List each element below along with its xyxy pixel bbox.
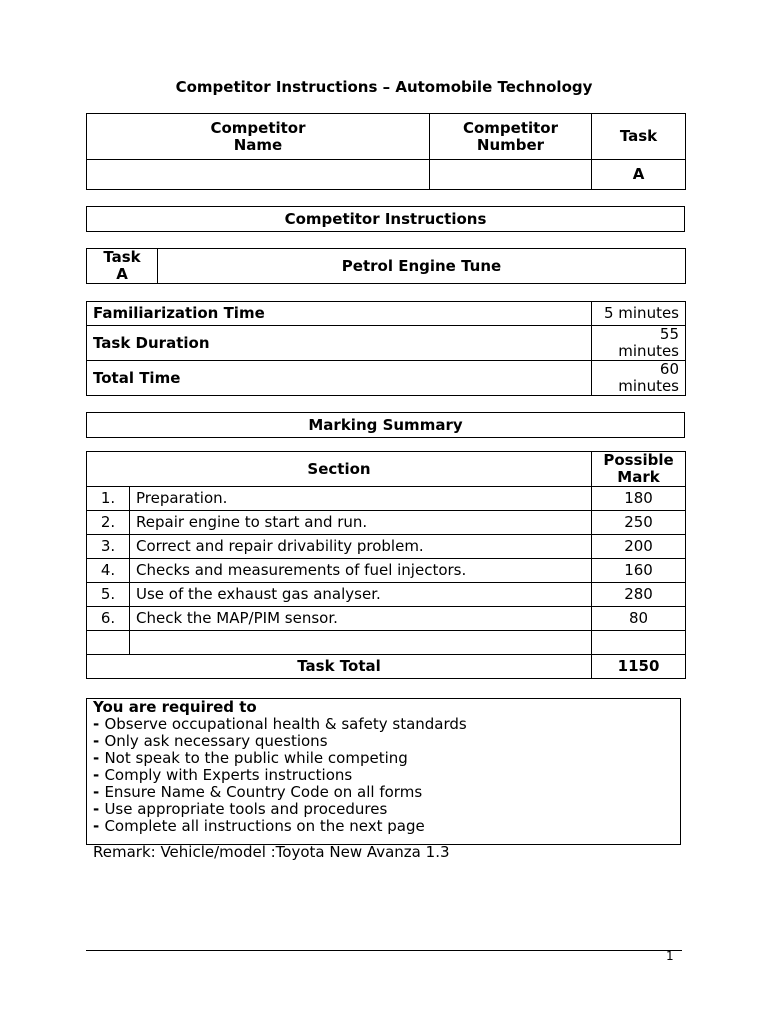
familiarization-time-value — [592, 302, 686, 326]
list-item: - Not speak to the public while competing — [93, 749, 408, 767]
row-number: 2. — [87, 511, 130, 535]
list-item: - Observe occupational health & safety standards — [93, 715, 467, 733]
task-header: Task — [592, 114, 686, 160]
task-label-line1: Task — [103, 248, 141, 266]
task-duration-value — [592, 326, 686, 361]
possible-mark-header — [592, 452, 686, 487]
footer-divider — [86, 950, 682, 951]
row-number: 3. — [87, 535, 130, 559]
familiarization-time-value-line: 5 minutes — [603, 304, 679, 322]
competitor-name-field[interactable] — [87, 160, 430, 190]
list-item: - Complete all instructions on the next page — [93, 817, 425, 835]
task-duration-value-line2: minutes — [618, 342, 679, 360]
total-time-value — [592, 361, 686, 396]
total-time-value-line1: 60 — [659, 360, 679, 378]
row-mark: 160 — [592, 559, 686, 583]
requirement-text: Observe occupational health & safety standards — [104, 715, 467, 733]
empty-cell — [87, 631, 130, 655]
row-number: 5. — [87, 583, 130, 607]
task-duration-value-line1: 55 — [659, 325, 679, 343]
competitor-name-header — [87, 114, 430, 160]
total-time-value-line2: minutes — [618, 377, 679, 395]
task-label-line2: A — [116, 265, 128, 283]
row-number: 6. — [87, 607, 130, 631]
requirement-text: Use appropriate tools and procedures — [104, 800, 388, 818]
table-row — [87, 487, 686, 511]
empty-cell — [592, 631, 686, 655]
row-description: Repair engine to start and run. — [130, 511, 592, 535]
requirement-text: Ensure Name & Country Code on all forms — [104, 783, 423, 801]
task-total-label: Task Total — [87, 655, 592, 679]
section-header: Section — [87, 452, 592, 487]
list-item: - Ensure Name & Country Code on all forms — [93, 783, 423, 801]
row-number: 1. — [87, 487, 130, 511]
task-duration-label: Task Duration — [87, 326, 592, 361]
row-mark: 250 — [592, 511, 686, 535]
competitor-number-header-line2: Number — [476, 135, 545, 154]
competitor-name-header-line2: Name — [233, 135, 283, 154]
row-mark: 200 — [592, 535, 686, 559]
total-time-label: Total Time — [87, 361, 592, 396]
list-item: - Only ask necessary questions — [93, 732, 328, 750]
empty-row — [87, 631, 686, 655]
task-title-table — [86, 248, 686, 284]
competitor-info-table — [86, 113, 686, 190]
requirement-text: Not speak to the public while competing — [104, 749, 408, 767]
task-label — [87, 249, 158, 284]
competitor-name-header-line1: Competitor — [210, 118, 306, 137]
row-mark: 180 — [592, 487, 686, 511]
table-row — [87, 535, 686, 559]
row-mark: 280 — [592, 583, 686, 607]
table-row — [87, 559, 686, 583]
remark-text: Remark: Vehicle/model :Toyota New Avanza 1.3 — [93, 843, 450, 861]
requirement-text: Only ask necessary questions — [104, 732, 328, 750]
row-description: Checks and measurements of fuel injectors. — [130, 559, 592, 583]
table-row — [87, 607, 686, 631]
page-title: Competitor Instructions – Automobile Technology — [175, 78, 593, 96]
familiarization-time-label: Familiarization Time — [87, 302, 592, 326]
competitor-number-header-line1: Competitor — [462, 118, 559, 137]
marking-summary-heading: Marking Summary — [86, 412, 685, 438]
requirements-box — [86, 698, 681, 845]
table-row — [87, 511, 686, 535]
row-mark: 80 — [592, 607, 686, 631]
requirement-text: Complete all instructions on the next page — [104, 817, 425, 835]
instructions-heading: Competitor Instructions — [86, 206, 685, 232]
task-title: Petrol Engine Tune — [158, 249, 686, 284]
marking-table — [86, 451, 686, 679]
page-number: 1 — [666, 949, 674, 963]
row-number: 4. — [87, 559, 130, 583]
competitor-number-header — [430, 114, 592, 160]
table-row — [87, 583, 686, 607]
requirement-text: Comply with Experts instructions — [104, 766, 353, 784]
empty-cell — [130, 631, 592, 655]
requirements-heading: You are required to — [93, 698, 257, 716]
possible-mark-header-line2: Mark — [617, 468, 660, 486]
row-description: Correct and repair drivability problem. — [130, 535, 592, 559]
possible-mark-header-line1: Possible — [603, 451, 674, 469]
competitor-number-field[interactable] — [430, 160, 592, 190]
row-description: Use of the exhaust gas analyser. — [130, 583, 592, 607]
list-item: - Comply with Experts instructions — [93, 766, 353, 784]
list-item: - Use appropriate tools and procedures — [93, 800, 388, 818]
task-total-value: 1150 — [592, 655, 686, 679]
task-value: A — [592, 160, 686, 190]
time-table — [86, 301, 686, 396]
row-description: Preparation. — [130, 487, 592, 511]
row-description: Check the MAP/PIM sensor. — [130, 607, 592, 631]
